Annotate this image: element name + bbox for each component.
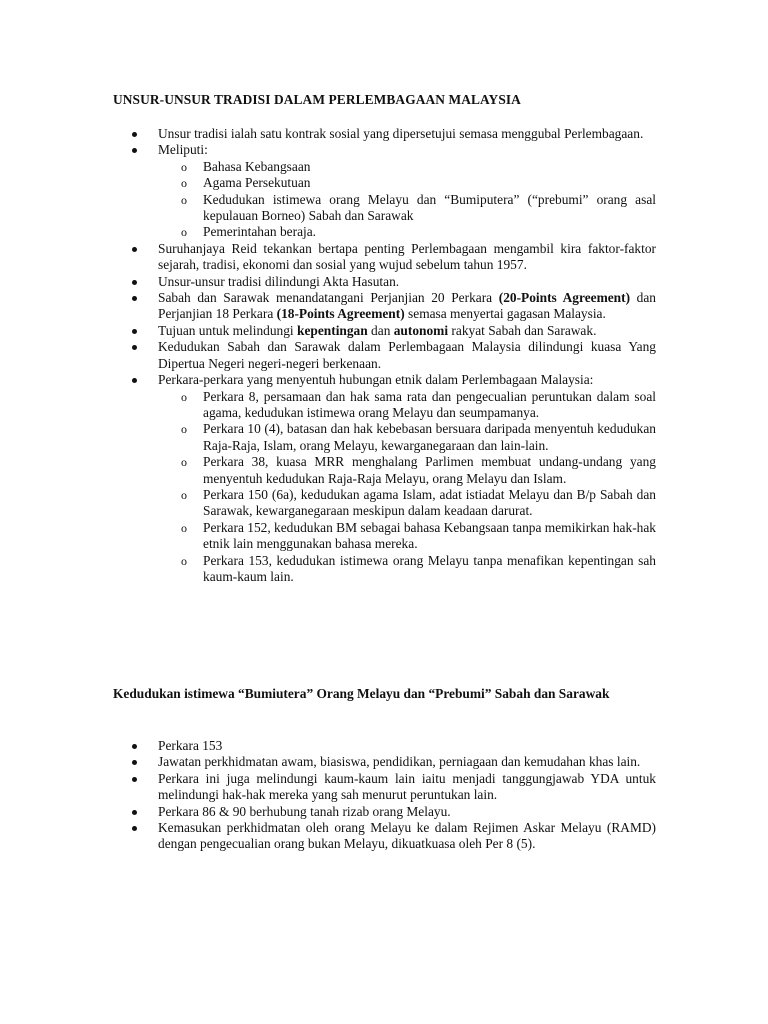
circle-bullet-icon: o bbox=[181, 422, 187, 437]
sub-list-item bbox=[158, 421, 656, 454]
sub-list-item bbox=[158, 454, 656, 487]
list-item bbox=[113, 754, 656, 770]
list-item bbox=[113, 290, 656, 323]
bullet-icon bbox=[132, 247, 137, 252]
bullet-icon bbox=[132, 744, 137, 749]
bullet-icon bbox=[132, 345, 137, 350]
circle-bullet-icon: o bbox=[181, 159, 187, 174]
sub-list-item bbox=[158, 389, 656, 422]
list-item-text: Meliputi: bbox=[158, 142, 208, 158]
list-item-text: dan bbox=[367, 322, 394, 338]
sub-list-item-text: Kedudukan istimewa orang Melayu dan “Bumiputera” (“prebumi” orang asal kepulauan Borneo) Sabah dan Sarawak bbox=[203, 191, 656, 224]
list-item bbox=[113, 804, 656, 820]
bullet-icon bbox=[132, 329, 137, 334]
list-item-text: rakyat Sabah dan Sarawak. bbox=[448, 322, 597, 338]
circle-bullet-icon: o bbox=[181, 176, 187, 191]
list-item bbox=[113, 274, 656, 290]
bullet-icon bbox=[132, 777, 137, 782]
list-item-text: Suruhanjaya Reid tekankan bertapa penting Perlembagaan mengambil kira faktor-faktor sejarah, tradisi, ekonomi dan sosial yang wujud sebelum tahun 1957. bbox=[158, 240, 656, 273]
list-item bbox=[113, 820, 656, 853]
list-item-text: Sabah dan Sarawak menandatangani Perjanjian 20 Perkara bbox=[158, 290, 499, 306]
list-item-text: Unsur-unsur tradisi dilindungi Akta Hasutan. bbox=[158, 273, 400, 289]
list-item-text: Perkara 86 & 90 berhubung tanah rizab orang Melayu. bbox=[158, 803, 451, 819]
bold-text: autonomi bbox=[393, 322, 449, 338]
bullet-icon bbox=[132, 810, 137, 815]
sub-list-item-text: Perkara 10 (4), batasan dan hak kebebasan bersuara daripada menyentuh kedudukan Raja-Raja, Islam, orang Melayu, kewarganegaraan dan lain-lain. bbox=[203, 421, 656, 453]
circle-bullet-icon: o bbox=[181, 192, 187, 207]
list-item bbox=[113, 372, 656, 585]
circle-bullet-icon: o bbox=[181, 225, 187, 240]
list-item-text: Unsur tradisi ialah satu kontrak sosial yang dipersetujui semasa menggubal Perlembagaan. bbox=[158, 126, 644, 141]
sub-list-item bbox=[158, 175, 656, 191]
sub-list-item bbox=[158, 159, 656, 175]
list-item-text: Perkara-perkara yang menyentuh hubungan etnik dalam Perlembagaan Malaysia: bbox=[158, 372, 594, 388]
list-item bbox=[113, 339, 656, 372]
sub-list bbox=[158, 159, 656, 241]
list-item bbox=[113, 241, 656, 274]
list-item-text: Kedudukan Sabah dan Sarawak dalam Perlembagaan Malaysia dilindungi kuasa Yang Dipertua Negeri negeri-negeri berkenaan. bbox=[158, 339, 656, 371]
list-item bbox=[113, 738, 656, 754]
list-item-text: Kemasukan perkhidmatan oleh orang Melayu ke dalam Rejimen Askar Melayu (RAMD) dengan pengecualian orang bukan Melayu, dikuatkuasa oleh Per 8 (5). bbox=[158, 820, 656, 852]
sub-list bbox=[158, 389, 656, 586]
circle-bullet-icon: o bbox=[181, 487, 187, 502]
bullet-icon bbox=[132, 760, 137, 765]
list-item-text: Tujuan untuk melindungi bbox=[158, 322, 297, 338]
sub-list-item-text: Bahasa Kebangsaan bbox=[203, 158, 311, 174]
list-item-text: Perkara ini juga melindungi kaum-kaum lain iaitu menjadi tanggungjawab YDA untuk melindungi hak-hak mereka yang sah menurut peruntukan lain. bbox=[158, 770, 656, 803]
circle-bullet-icon: o bbox=[181, 389, 187, 404]
sub-list-item-text: Perkara 152, kedudukan BM sebagai bahasa Kebangsaan tanpa memikirkan hak-hak etnik lain menggunakan bahasa mereka. bbox=[203, 519, 656, 552]
sub-list-item-text: Perkara 150 (6a), kedudukan agama Islam, adat istiadat Melayu dan B/p Sabah dan Sarawak, kewarganegaraan meskipun dalam keadaan darurat. bbox=[203, 486, 656, 519]
bullet-icon bbox=[132, 378, 137, 383]
list-item-text: semasa menyertai gagasan Malaysia. bbox=[404, 306, 606, 322]
circle-bullet-icon: o bbox=[181, 553, 187, 568]
bullet-icon bbox=[132, 296, 137, 301]
section2-list bbox=[113, 738, 656, 853]
list-item bbox=[113, 126, 656, 142]
list-item bbox=[113, 771, 656, 804]
list-item-text: Jawatan perkhidmatan awam, biasiswa, pendidikan, perniagaan dan kemudahan khas lain. bbox=[158, 754, 641, 770]
list-item-text: dan Perjanjian 18 Perkara bbox=[158, 290, 656, 322]
circle-bullet-icon: o bbox=[181, 455, 187, 470]
bullet-icon bbox=[132, 826, 137, 831]
sub-list-item bbox=[158, 224, 656, 240]
sub-list-item-text: Agama Persekutuan bbox=[203, 175, 311, 191]
bold-text: kepentingan bbox=[297, 322, 368, 338]
sub-list-item bbox=[158, 553, 656, 586]
list-item bbox=[113, 323, 656, 339]
circle-bullet-icon: o bbox=[181, 520, 187, 535]
sub-list-item bbox=[158, 192, 656, 225]
sub-list-item-text: Pemerintahan beraja. bbox=[203, 224, 317, 240]
bullet-icon bbox=[132, 280, 137, 285]
bullet-icon bbox=[132, 148, 137, 153]
section1-list bbox=[113, 126, 656, 585]
document-title: UNSUR-UNSUR TRADISI DALAM PERLEMBAGAAN MALAYSIA bbox=[113, 92, 521, 107]
bullet-icon bbox=[132, 132, 137, 137]
sub-list-item-text: Perkara 153, kedudukan istimewa orang Melayu tanpa menafikan kepentingan sah kaum-kaum lain. bbox=[203, 552, 656, 584]
list-item bbox=[113, 142, 656, 240]
section2-heading: Kedudukan istimewa “Bumiutera” Orang Melayu dan “Prebumi” Sabah dan Sarawak bbox=[113, 686, 610, 701]
sub-list-item bbox=[158, 487, 656, 520]
list-item-text: Perkara 153 bbox=[158, 738, 223, 753]
sub-list-item-text: Perkara 38, kuasa MRR menghalang Parlimen membuat undang-undang yang menyentuh kedudukan Raja-Raja Melayu, orang Melayu dan Islam. bbox=[203, 454, 656, 486]
bold-text: (20-Points Agreement) bbox=[498, 290, 631, 306]
bold-text: (18-Points Agreement) bbox=[276, 306, 405, 322]
sub-list-item-text: Perkara 8, persamaan dan hak sama rata dan pengecualian peruntukan dalam soal agama, kedudukan istimewa orang Melayu dan seumpamanya. bbox=[203, 388, 656, 420]
sub-list-item bbox=[158, 520, 656, 553]
